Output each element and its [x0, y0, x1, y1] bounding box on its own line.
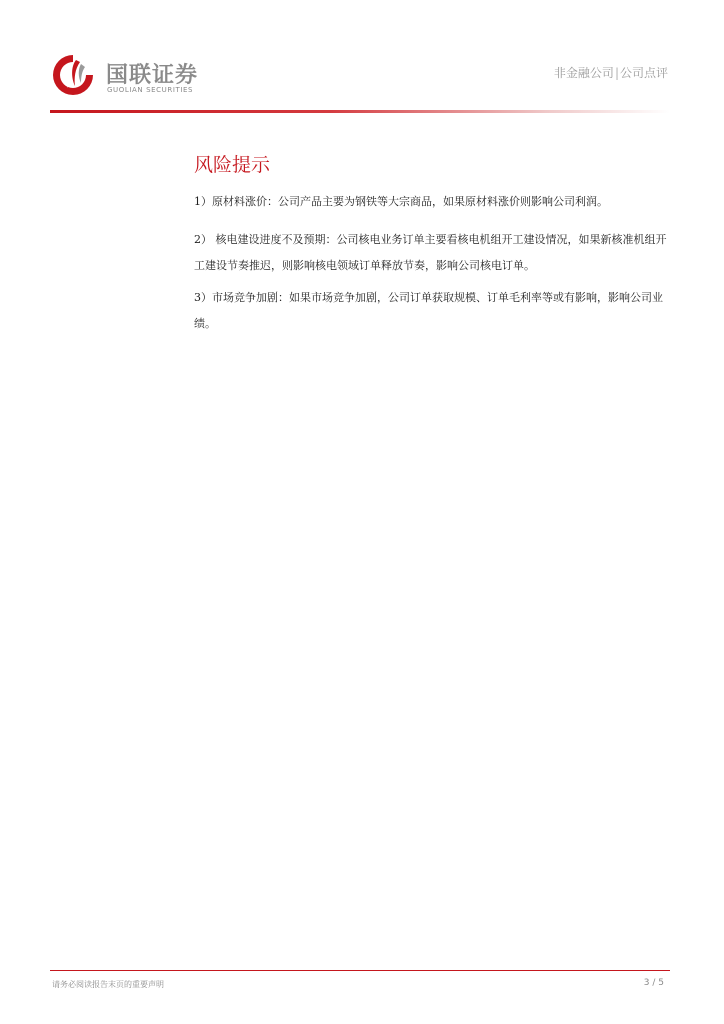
risk-item: 1）原材料涨价：公司产品主要为钢铁等大宗商品，如果原材料涨价则影响公司利润。 — [194, 195, 608, 208]
report-type-label: 公司点评 — [619, 66, 668, 80]
risk-item: 2） 核电建设进度不及预期：公司核电业务订单主要看核电机组开工建设情况，如果新核准机组开工建设节奏推迟，则影响核电领域订单释放节奏，影响公司核电订单。 — [194, 233, 667, 272]
header-divider — [50, 110, 670, 113]
section-title: 风险提示 — [194, 154, 271, 176]
footer-disclaimer: 请务必阅读报告末页的重要声明 — [52, 980, 164, 989]
risk-item: 3）市场竞争加剧：如果市场竞争加剧，公司订单获取规模、订单毛利率等或有影响，影响公司业绩。 — [194, 291, 663, 330]
category-label: 非金融公司 — [553, 66, 614, 80]
category-separator: | — [614, 66, 619, 80]
company-logo — [50, 52, 250, 98]
page-number: 3 / 5 — [643, 978, 664, 988]
logo-english-name: GUOLIAN SECURITIES — [107, 86, 194, 94]
footer-divider — [50, 970, 670, 971]
guolian-logo-icon — [50, 52, 96, 98]
page-header — [0, 0, 724, 120]
logo-chinese-name: 国联证券 — [106, 63, 199, 88]
report-category — [554, 64, 668, 81]
